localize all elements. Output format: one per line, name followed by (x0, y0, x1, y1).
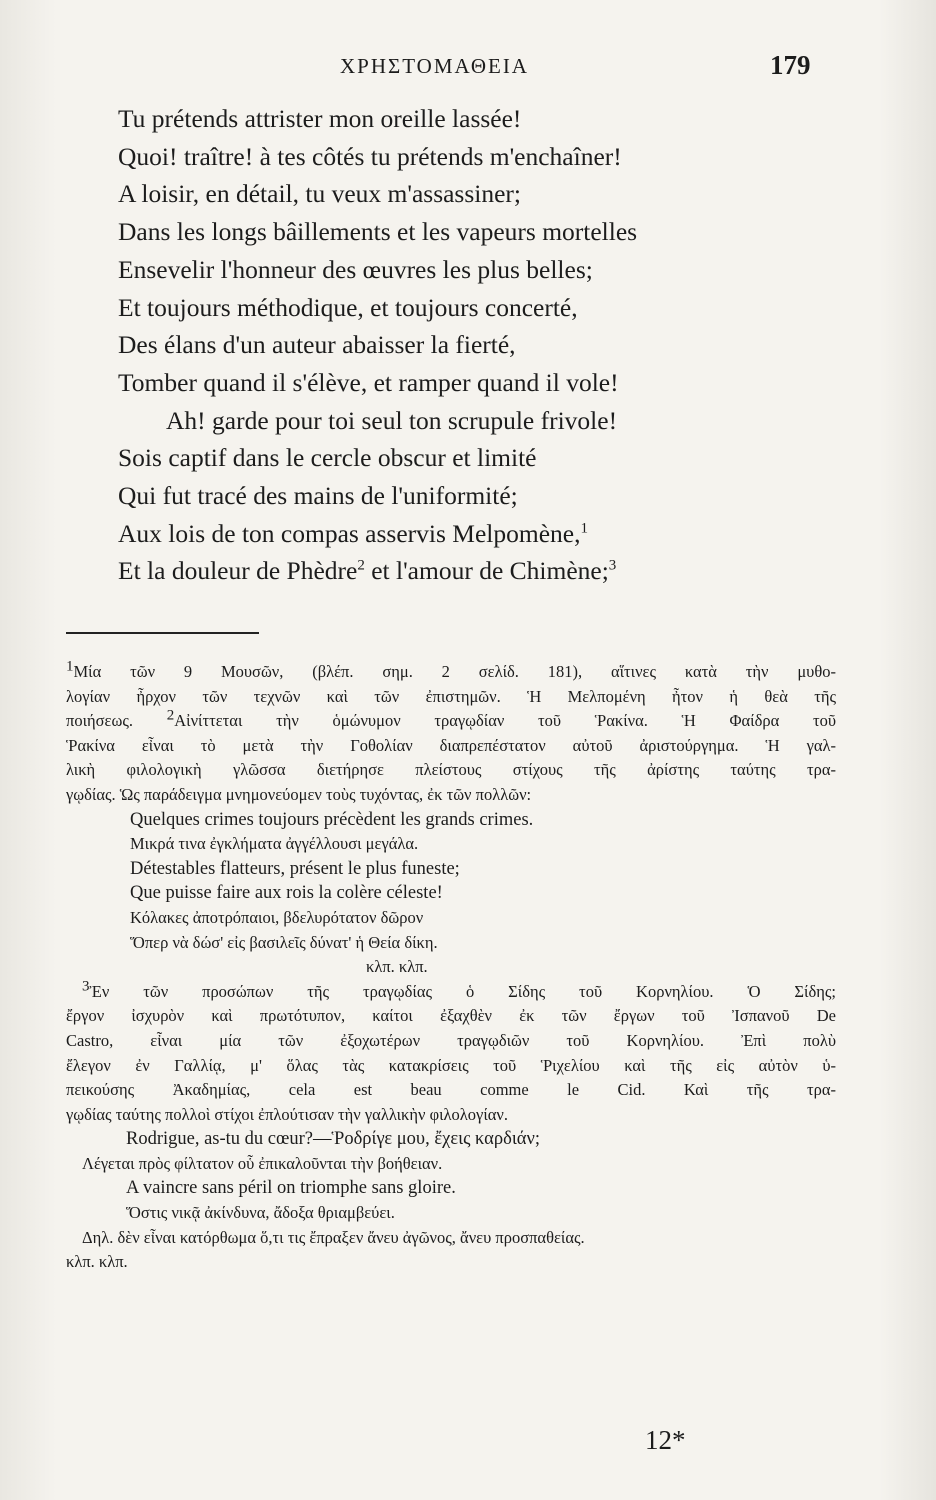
etc-line: κλπ. κλπ. (366, 957, 428, 977)
footnote-rule (66, 632, 259, 634)
footnote-text: Ἐν τῶν προσώπων τῆς τραγῳδίας ὁ Σίδης τοῦ Κορνηλίου. Ὁ Σίδης; (89, 981, 836, 1001)
footnote-text: ποιήσεως. (66, 711, 133, 731)
footnote-line: γῳδίας. Ὡς παράδειγμα μνημονεύομεν τοὺς τυχόντας, ἐκ τῶν πολλῶν: (66, 784, 532, 804)
footnote-line: λογίαν ἦρχον τῶν τεχνῶν καὶ τῶν ἐπιστημῶν. Ἡ Μελπομένη ἦτον ἡ θεὰ τῆς (66, 686, 836, 706)
footnote-line: ἔλεγον ἐν Γαλλίᾳ, μ' ὅλας τὰς κατακρίσεις τοῦ Ῥιχελίου καὶ τῆς εἰς αὐτὸν ὑ- (66, 1055, 836, 1075)
footnote-marker: 2 (357, 557, 365, 574)
verse-line: Qui fut tracé des mains de l'uniformité; (118, 481, 518, 511)
verse-line: Ensevelir l'honneur des œuvres les plus belles; (118, 254, 593, 284)
footnote-line (66, 980, 836, 1005)
verse-text: Et la douleur de Phèdre (118, 556, 358, 586)
footnotes (66, 660, 836, 1275)
verse-line: Et toujours méthodique, et toujours concerté, (118, 292, 578, 322)
verse-text: et l'amour de Chimène; (364, 556, 609, 586)
footnote-line: πεικούσης Ἀκαδημίας, cela est beau comme le Cid. Καὶ τῆς τρα- (66, 1080, 836, 1100)
footnote-marker: 1 (580, 520, 588, 537)
quote-line: Ὅστις νικᾷ ἀκίνδυνα, ἄδοξα θριαμβεύει. (126, 1203, 395, 1223)
verse-line: A loisir, en détail, tu veux m'assassiner; (118, 179, 522, 209)
running-title: ΧΡΗΣΤΟΜΑΘΕΙΑ (340, 54, 529, 78)
verse-line (118, 515, 818, 553)
footnote-text: Αἰνίττεται τὴν ὁμώνυμον τραγῳδίαν τοῦ Ῥακίνα. Ἡ Φαίδρα τοῦ (174, 711, 837, 731)
footnote-marker: 3 (608, 557, 617, 574)
verse-line: Tu prétends attrister mon oreille lassée! (118, 104, 522, 133)
footnote-line: ἔργον ἰσχυρὸν καὶ πρωτότυπον, καίτοι ἐξαχθὲν ἐκ τῶν ἔργων τοῦ Ἰσπανοῦ De (66, 1006, 836, 1026)
footnote-line: Ῥακίνα εἶναι τὸ μετὰ τὴν Γοθολίαν διαπρεπέστατον αὐτοῦ ἀριστούργημα. Ἡ γαλ- (66, 735, 836, 755)
quote-line: Rodrigue, as-tu du cœur?—Ῥοδρίγε μου, ἔχεις καρδιάν; (126, 1129, 540, 1150)
footnote-line: Δηλ. δὲν εἶναι κατόρθωμα ὅ,τι τις ἔπραξεν ἄνευ ἀγῶνος, ἄνευ προσπαθείας. (82, 1227, 585, 1247)
signature-mark: 12* (645, 1425, 686, 1455)
footnote-line: Λέγεται πρὸς φίλτατον οὗ ἐπικαλοῦνται τὴν βοήθειαν. (82, 1153, 443, 1173)
verse-line: Dans les longs bâillements et les vapeurs mortelles (118, 217, 638, 247)
quote-line: Détestables flatteurs, présent le plus funeste; (130, 858, 460, 879)
quote-line: Que puisse faire aux rois la colère céleste! (130, 883, 443, 904)
footnote-line (66, 709, 836, 734)
footnote-number: 3 (82, 978, 90, 995)
footnote-text: Μία τῶν 9 Μουσῶν, (βλέπ. σημ. 2 σελίδ. 181), αἵτινες κατὰ τὴν μυθο- (73, 662, 836, 681)
footnote-line: γῳδίας ταύτης πολλοὶ στίχοι ἐπλούτισαν τὴν γαλλικὴν φιλολογίαν. (66, 1104, 509, 1124)
footnote-number: 2 (166, 707, 175, 724)
footnote-line: Castro, εἶναι μία τῶν ἐξοχωτέρων τραγῳδιῶν τοῦ Κορνηλίου. Ἐπὶ πολὺ (66, 1030, 836, 1050)
page-header (0, 50, 936, 90)
footnote-number: 1 (66, 658, 74, 675)
verse-line (118, 552, 818, 590)
poem-verses (118, 100, 818, 590)
verse-text: Aux lois de ton compas asservis Melpomène, (118, 518, 581, 548)
page-number: 179 (770, 50, 811, 80)
quote-line: Μικρά τινα ἐγκλήματα ἀγγέλλουσι μεγάλα. (130, 834, 419, 854)
quote-line: Κόλακες ἀποτρόπαιοι, βδελυρότατον δῶρον (130, 907, 424, 927)
footnote-line: λικὴ φιλολογικὴ γλῶσσα διετήρησε πλείστους στίχους τῆς ἀρίστης ταύτης τρα- (66, 760, 836, 780)
quote-line: Ὅπερ νὰ δώσ' εἰς βασιλεῖς δύνατ' ἡ Θεία δίκη. (130, 932, 438, 952)
footnote-line (66, 660, 836, 685)
verse-line: Des élans d'un auteur abaisser la fierté, (118, 330, 516, 360)
verse-line: Tomber quand il s'élève, et ramper quand il vole! (118, 367, 619, 397)
verse-line: Ah! garde pour toi seul ton scrupule frivole! (166, 405, 618, 435)
quote-line: Quelques crimes toujours précèdent les grands crimes. (130, 809, 534, 830)
etc-line: κλπ. κλπ. (66, 1252, 128, 1272)
verse-line: Sois captif dans le cercle obscur et limité (118, 443, 537, 473)
quote-line: A vaincre sans péril on triomphe sans gloire. (126, 1178, 456, 1199)
verse-line: Quoi! traître! à tes côtés tu prétends m'enchaîner! (118, 141, 622, 171)
